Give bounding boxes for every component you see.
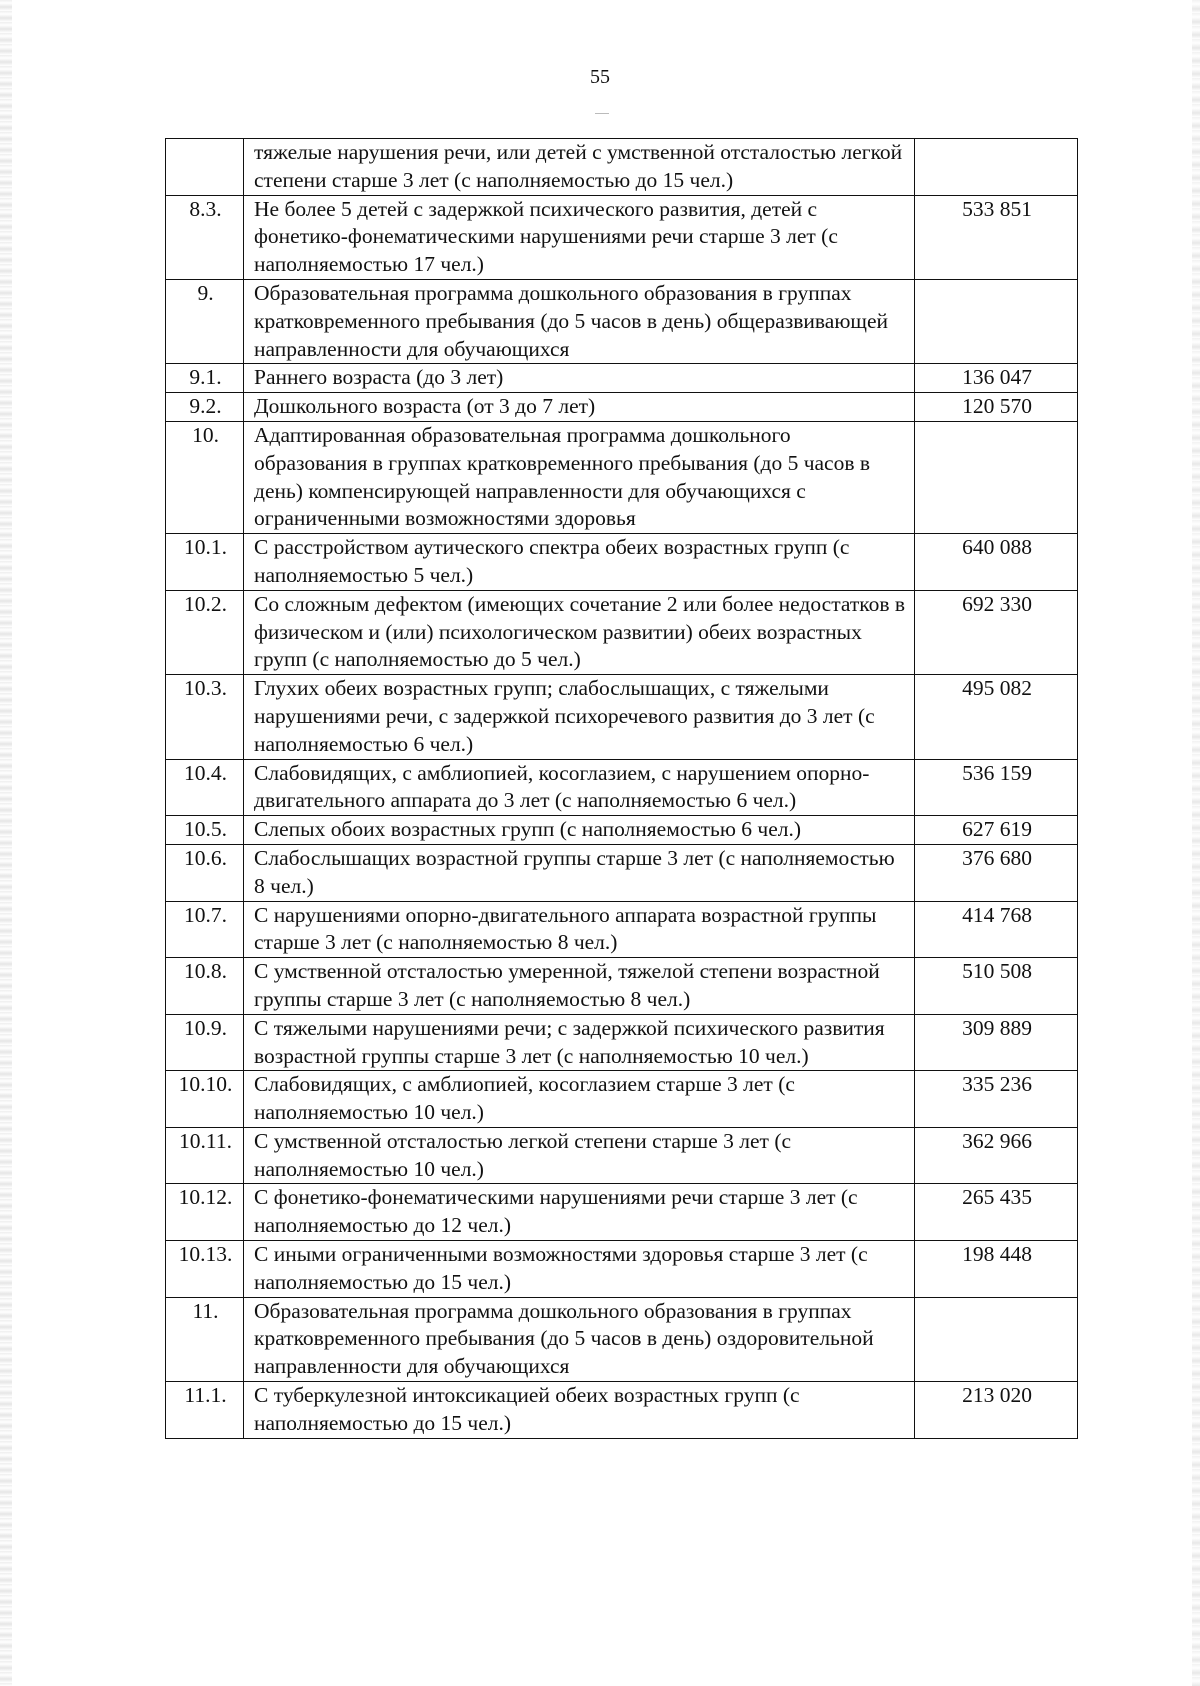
row-value: 198 448 (915, 1241, 1078, 1298)
table-row (166, 675, 1078, 759)
table-row (166, 534, 1078, 591)
row-number: 10.10. (166, 1071, 244, 1128)
table-row (166, 759, 1078, 816)
row-description: Раннего возраста (до 3 лет) (244, 364, 915, 393)
row-description: Не более 5 детей с задержкой психического развития, детей с фонетико-фонематическими нарушениями речи старше 3 лет (с наполняемостью 17 чел.) (244, 195, 915, 279)
row-value (915, 279, 1078, 363)
table-row (166, 421, 1078, 533)
row-description: С нарушениями опорно-двигательного аппарата возрастной группы старше 3 лет (с наполняемостью 8 чел.) (244, 901, 915, 958)
row-value: 309 889 (915, 1014, 1078, 1071)
table-row (166, 844, 1078, 901)
scan-edge-right (1192, 0, 1200, 1686)
row-value: 414 768 (915, 901, 1078, 958)
table-row (166, 1184, 1078, 1241)
page-number: 55 (590, 66, 610, 88)
table-row (166, 1241, 1078, 1298)
row-description: Слабовидящих, с амблиопией, косоглазием, с нарушением опорно-двигательного аппарата до 3 лет (с наполняемостью 6 чел.) (244, 759, 915, 816)
row-number: 9.2. (166, 393, 244, 422)
row-description: С тяжелыми нарушениями речи; с задержкой психического развития возрастной группы старше 3 лет (с наполняемостью 10 чел.) (244, 1014, 915, 1071)
row-number: 10.9. (166, 1014, 244, 1071)
row-description: Образовательная программа дошкольного образования в группах кратковременного пребывания (до 5 часов в день) общеразвивающей направленности для обучающихся (244, 279, 915, 363)
row-description: Дошкольного возраста (от 3 до 7 лет) (244, 393, 915, 422)
row-value: 627 619 (915, 816, 1078, 845)
row-description: Слабовидящих, с амблиопией, косоглазием старше 3 лет (с наполняемостью 10 чел.) (244, 1071, 915, 1128)
row-value: 510 508 (915, 958, 1078, 1015)
table-row (166, 139, 1078, 196)
row-number: 10.13. (166, 1241, 244, 1298)
row-number: 10.2. (166, 590, 244, 674)
row-number: 9. (166, 279, 244, 363)
table-row (166, 816, 1078, 845)
row-description: тяжелые нарушения речи, или детей с умственной отсталостью легкой степени старше 3 лет (с наполняемостью до 15 чел.) (244, 139, 915, 196)
row-description: Слепых обоих возрастных групп (с наполняемостью 6 чел.) (244, 816, 915, 845)
table-row (166, 1071, 1078, 1128)
row-description: С иными ограниченными возможностями здоровья старше 3 лет (с наполняемостью до 15 чел.) (244, 1241, 915, 1298)
table-row (166, 1127, 1078, 1184)
scan-mark (595, 113, 609, 114)
row-description: С туберкулезной интоксикацией обеих возрастных групп (с наполняемостью до 15 чел.) (244, 1382, 915, 1439)
row-description: С расстройством аутического спектра обеих возрастных групп (с наполняемостью 5 чел.) (244, 534, 915, 591)
row-value: 120 570 (915, 393, 1078, 422)
row-value: 495 082 (915, 675, 1078, 759)
row-number: 8.3. (166, 195, 244, 279)
table-row (166, 901, 1078, 958)
row-description: С умственной отсталостью легкой степени старше 3 лет (с наполняемостью 10 чел.) (244, 1127, 915, 1184)
row-value: 376 680 (915, 844, 1078, 901)
tariff-table (165, 138, 1078, 1439)
row-value: 136 047 (915, 364, 1078, 393)
row-number: 10.7. (166, 901, 244, 958)
table-row (166, 1382, 1078, 1439)
row-value (915, 421, 1078, 533)
row-number: 10.5. (166, 816, 244, 845)
row-number: 9.1. (166, 364, 244, 393)
table-row (166, 195, 1078, 279)
row-number: 10.1. (166, 534, 244, 591)
table-row (166, 958, 1078, 1015)
row-value: 536 159 (915, 759, 1078, 816)
row-value (915, 1297, 1078, 1381)
row-value: 213 020 (915, 1382, 1078, 1439)
row-value: 692 330 (915, 590, 1078, 674)
row-number (166, 139, 244, 196)
row-description: С умственной отсталостью умеренной, тяжелой степени возрастной группы старше 3 лет (с наполняемостью 8 чел.) (244, 958, 915, 1015)
row-value: 335 236 (915, 1071, 1078, 1128)
table-row (166, 364, 1078, 393)
row-description: Глухих обеих возрастных групп; слабослышащих, с тяжелыми нарушениями речи, с задержкой психоречевого развития до 3 лет (с наполняемостью 6 чел.) (244, 675, 915, 759)
row-value: 533 851 (915, 195, 1078, 279)
row-value (915, 139, 1078, 196)
row-value: 265 435 (915, 1184, 1078, 1241)
row-number: 10.11. (166, 1127, 244, 1184)
table-row (166, 1014, 1078, 1071)
table-row (166, 279, 1078, 363)
table-row (166, 590, 1078, 674)
row-number: 10.3. (166, 675, 244, 759)
row-description: Образовательная программа дошкольного образования в группах кратковременного пребывания (до 5 часов в день) оздоровительной направленности для обучающихся (244, 1297, 915, 1381)
row-description: Со сложным дефектом (имеющих сочетание 2 или более недостатков в физическом и (или) психологическом развитии) обеих возрастных групп (с наполняемостью до 5 чел.) (244, 590, 915, 674)
row-number: 10.8. (166, 958, 244, 1015)
row-number: 10.4. (166, 759, 244, 816)
row-number: 10.12. (166, 1184, 244, 1241)
row-number: 10. (166, 421, 244, 533)
table-row (166, 393, 1078, 422)
row-description: С фонетико-фонематическими нарушениями речи старше 3 лет (с наполняемостью до 12 чел.) (244, 1184, 915, 1241)
row-number: 11. (166, 1297, 244, 1381)
scan-edge-left (0, 0, 12, 1686)
table-row (166, 1297, 1078, 1381)
row-description: Адаптированная образовательная программа дошкольного образования в группах кратковременного пребывания (до 5 часов в день) компенсирующей направленности для обучающихся с ограниченными возможностями здоровья (244, 421, 915, 533)
row-value: 362 966 (915, 1127, 1078, 1184)
row-number: 11.1. (166, 1382, 244, 1439)
row-number: 10.6. (166, 844, 244, 901)
row-description: Слабослышащих возрастной группы старше 3 лет (с наполняемостью 8 чел.) (244, 844, 915, 901)
row-value: 640 088 (915, 534, 1078, 591)
